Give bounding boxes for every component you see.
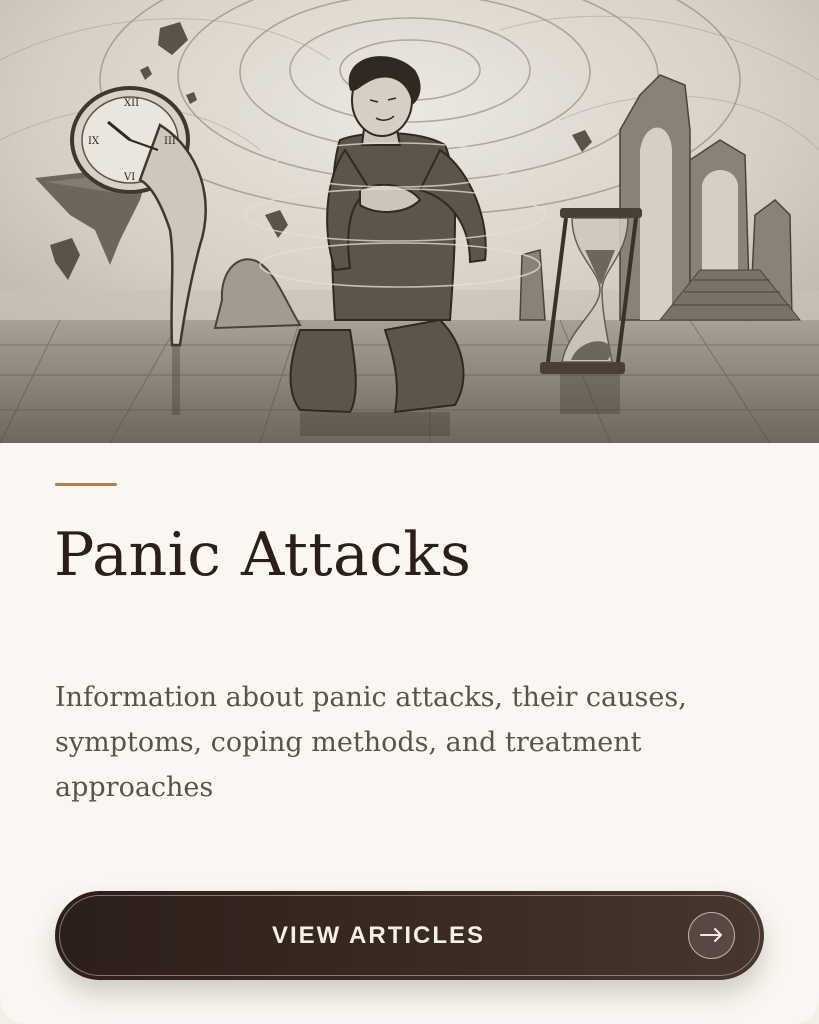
panic-attack-illustration: [0, 0, 819, 443]
svg-text:III: III: [164, 136, 176, 147]
arrow-right-icon: [688, 912, 735, 959]
svg-text:XII: XII: [124, 98, 140, 109]
category-title: Panic Attacks: [54, 520, 472, 590]
accent-divider: [55, 483, 117, 486]
svg-text:VI: VI: [124, 172, 136, 183]
view-articles-label: VIEW ARTICLES: [271, 922, 486, 949]
svg-text:IX: IX: [88, 136, 100, 147]
category-description: Information about panic attacks, their causes, symptoms, coping methods, and treatment approaches: [55, 682, 687, 803]
view-articles-button[interactable]: [55, 891, 764, 980]
